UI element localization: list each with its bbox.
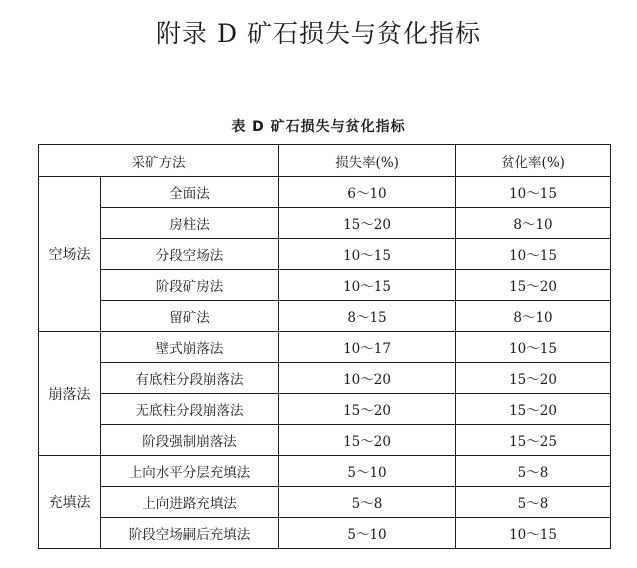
method-cell: 有底柱分段崩落法 (101, 363, 279, 394)
method-cell: 上向进路充填法 (101, 487, 279, 518)
loss-rate-cell: 5～10 (279, 518, 456, 549)
dilution-rate-cell: 8～10 (456, 301, 611, 332)
loss-dilution-table (38, 144, 611, 549)
dilution-rate-cell: 10～15 (456, 518, 611, 549)
header-loss-rate: 损失率(%) (279, 145, 456, 177)
loss-rate-cell: 10～15 (279, 239, 456, 270)
dilution-rate-cell: 15～20 (456, 394, 611, 425)
dilution-rate-cell: 10～15 (456, 332, 611, 363)
table-row (39, 425, 611, 456)
table-row (39, 394, 611, 425)
table-row (39, 177, 611, 208)
loss-rate-cell: 15～20 (279, 425, 456, 456)
header-method: 采矿方法 (39, 145, 279, 177)
table-row (39, 239, 611, 270)
method-cell: 壁式崩落法 (101, 332, 279, 363)
dilution-rate-cell: 5～8 (456, 487, 611, 518)
table-row (39, 518, 611, 549)
loss-rate-cell: 10～20 (279, 363, 456, 394)
loss-rate-cell: 5～10 (279, 456, 456, 487)
loss-rate-cell: 6～10 (279, 177, 456, 208)
dilution-rate-cell: 15～25 (456, 425, 611, 456)
dilution-rate-cell: 15～20 (456, 363, 611, 394)
method-cell: 全面法 (101, 177, 279, 208)
dilution-rate-cell: 8～10 (456, 208, 611, 239)
method-cell: 房柱法 (101, 208, 279, 239)
group-name-cell: 空场法 (39, 177, 101, 332)
header-dilution-rate: 贫化率(%) (456, 145, 611, 177)
loss-rate-cell: 10～17 (279, 332, 456, 363)
header-row (39, 145, 611, 177)
group-name-cell: 充填法 (39, 456, 101, 549)
table-row (39, 301, 611, 332)
method-cell: 阶段矿房法 (101, 270, 279, 301)
table-row (39, 487, 611, 518)
dilution-rate-cell: 15～20 (456, 270, 611, 301)
table-body (39, 177, 611, 549)
table-row (39, 270, 611, 301)
loss-rate-cell: 15～20 (279, 394, 456, 425)
table-row (39, 456, 611, 487)
table-caption: 表 D 矿石损失与贫化指标 (231, 119, 406, 135)
table-row (39, 363, 611, 394)
loss-rate-cell: 8～15 (279, 301, 456, 332)
method-cell: 留矿法 (101, 301, 279, 332)
loss-rate-cell: 5～8 (279, 487, 456, 518)
method-cell: 阶段强制崩落法 (101, 425, 279, 456)
method-cell: 分段空场法 (101, 239, 279, 270)
method-cell: 阶段空场嗣后充填法 (101, 518, 279, 549)
dilution-rate-cell: 10～15 (456, 239, 611, 270)
method-cell: 上向水平分层充填法 (101, 456, 279, 487)
method-cell: 无底柱分段崩落法 (101, 394, 279, 425)
loss-rate-cell: 15～20 (279, 208, 456, 239)
dilution-rate-cell: 5～8 (456, 456, 611, 487)
dilution-rate-cell: 10～15 (456, 177, 611, 208)
group-name-cell: 崩落法 (39, 332, 101, 456)
table-row (39, 332, 611, 363)
loss-rate-cell: 10～15 (279, 270, 456, 301)
page-title: 附录 D 矿石损失与贫化指标 (156, 19, 481, 48)
table-row (39, 208, 611, 239)
